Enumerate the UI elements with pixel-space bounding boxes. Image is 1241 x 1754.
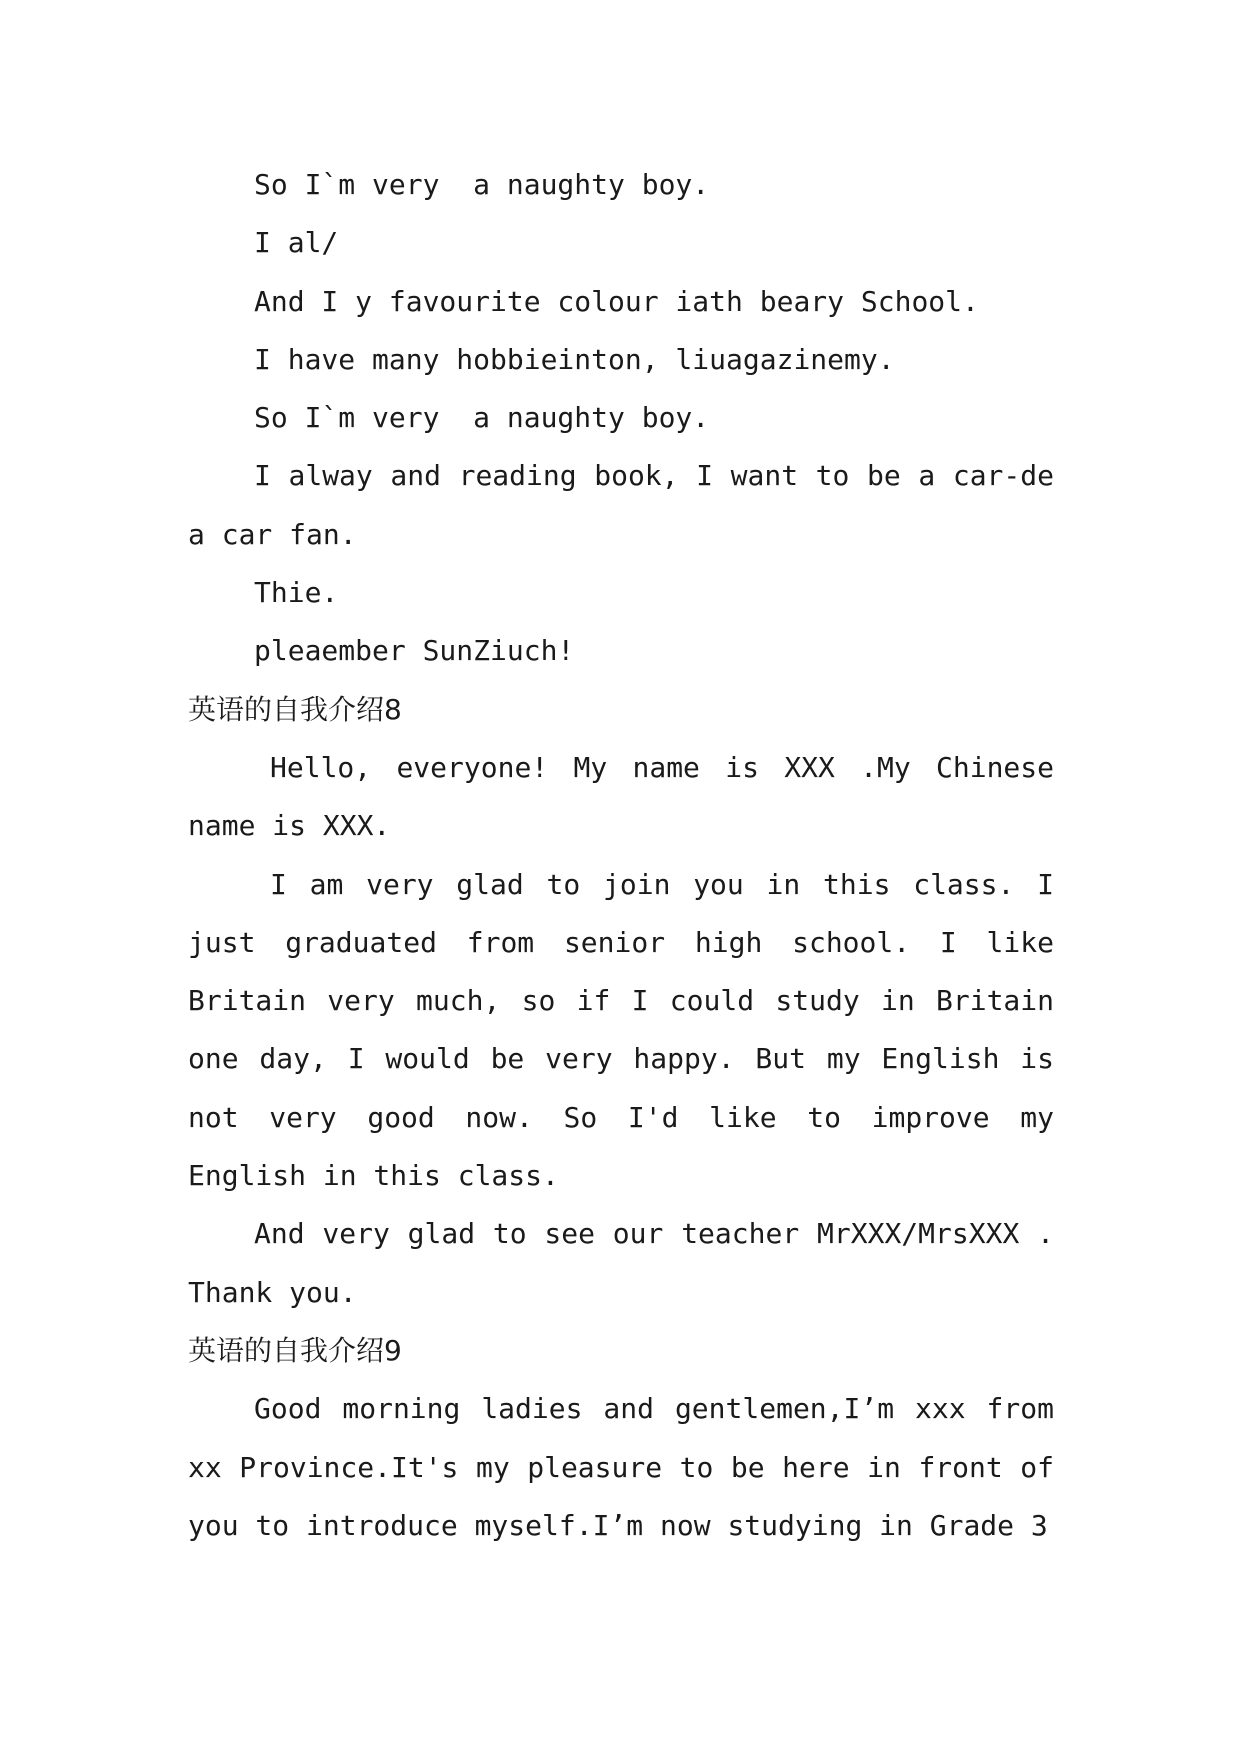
- paragraph: Good morning ladies and gentlemen,I’m xxx from xx Province.It's my pleasure to be here in front of you to introduce myself.I’m now studying in Grade 3: [188, 1392, 1071, 1542]
- paragraph: So I`m very a naughty boy.: [254, 168, 710, 201]
- paragraph: I have many hobbieinton, liuagazinemy.: [254, 342, 895, 376]
- paragraph: And I y favourite colour iath beary School.: [254, 284, 979, 318]
- paragraph: So I`m very a naughty boy.: [254, 401, 710, 435]
- paragraph: I alway and reading book, I want to be a car-de a car fan.: [188, 459, 1071, 551]
- paragraph: pleaember SunZiuch!: [254, 634, 575, 668]
- section-heading-9: 英语的自我介绍9: [188, 1333, 402, 1367]
- paragraph: I al/: [254, 226, 339, 260]
- paragraph: Thie.: [254, 576, 339, 610]
- section-heading-8: 英语的自我介绍8: [188, 692, 402, 726]
- paragraph: Hello, everyone! My name is XXX .My Chinese name is XXX.: [188, 750, 1071, 843]
- document-body: [188, 156, 1071, 1555]
- paragraph: And very glad to see our teacher MrXXX/MrsXXX . Thank you.: [188, 1217, 1071, 1309]
- paragraph: I am very glad to join you in this class. I just graduated from senior high school. I like Britain very much, so if I could study in Britain one day, I would be very happy. But my English is not very good now. So I'd like to improve my English in this class.: [188, 867, 1071, 1193]
